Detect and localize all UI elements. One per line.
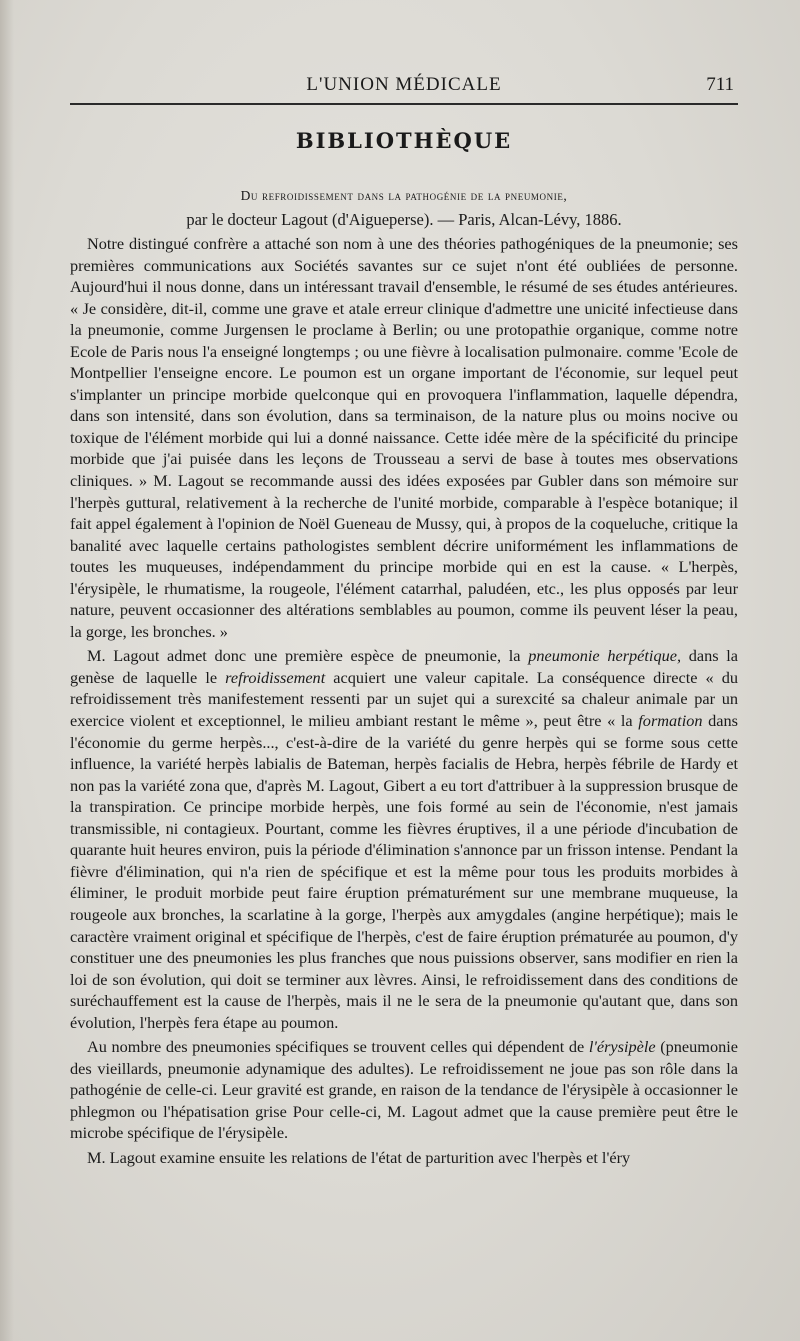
paragraph-text: M. Lagout examine ensuite les relations de l'état de parturition avec l'herpès et l'éry xyxy=(87,1147,631,1167)
paragraph xyxy=(70,1147,738,1169)
running-title: L'UNION MÉDICALE xyxy=(306,74,502,95)
italic-text: formation xyxy=(638,711,703,731)
italic-text: pneumonie herpétique, xyxy=(528,646,682,666)
paragraph xyxy=(70,233,738,642)
paragraph-text: Au nombre des pneumonies spécifiques se trouvent celles qui dépendent de xyxy=(87,1037,589,1057)
page-header xyxy=(70,70,738,104)
paragraph-text: M. Lagout admet donc une première espèce de pneumonie, la xyxy=(87,646,529,666)
page-number: 711 xyxy=(706,74,734,95)
paragraph-text: acquiert une valeur capitale. La conséquence directe « du refroidissement très manifestement ressenti par un sujet qui a surexcité sa chaleur animale par un exercice violent et exceptionnel, le milieu ambiant restant le même », peut être « la xyxy=(70,667,738,731)
paragraph-text: dans l'économie du germe herpès..., c'est-à-dire de la variété du genre herpès qui se forme sous cette influence, la variété herpès labialis de Bateman, herpès facialis de Hebra, herpès fébrile de Hardy et non pas la variété zona que, d'après M. Lagout, Gibert a eu tort d'attribuer à la suppression brusque de la transpiration. Ce principe morbide herpès, une fois formé au sein de l'économie, n'est jamais transmissible, ni contagieux. Pourtant, comme les fièvres éruptives, il a une période d'incubation de quarante huit heures environ, puis la période d'élimination s'annonce par un frisson intense. Pendant la fièvre d'élimination, qui n'a rien de spécifique et est la même pour tous les produits morbides à éliminer, le produit morbide peut faire éruption prématurément sur une membrane muqueuse, la rougeole aux bronches, la scarlatine à la gorge, l'herpès aux amygdales (angine herpétique); mais le caractère vraiment original et spécifique de l'herpès, c'est de faire éruption prématurée au poumon, d'y constituer une des pneumonies les plus franches que nous puissions observer, sans modifier en rien la loi de son évolution, qui doit se terminer aux lèvres. Ainsi, le refroidissement dans des conditions de suréchauffement est la cause de l'herpès, mais il ne le sera de la pneumonie qu'autant que, dans son évolution, l'herpès fera étape au poumon. xyxy=(70,711,738,1032)
paragraph-text: dans la genèse de laquelle le xyxy=(70,646,739,687)
section-title: BIBLIOTHÈQUE xyxy=(295,128,513,153)
body-text xyxy=(70,233,738,1169)
header-rule xyxy=(70,103,738,105)
paragraph-text: Notre distingué confrère a attaché son nom à une des théories pathogéniques de la pneumonie; ses premières communications aux Sociétés savantes sur ce sujet n'ont été oubliées de personne. Aujourd'hui il nous donne, dans un intéressant travail d'ensemble, le résumé de ses études antérieures. « Je considère, dit-il, comme une grave et atale erreur clinique d'admettre une unicité infectieuse dans la pneumonie, comme Jurgensen le proclame à Berlin; ou une protopathie organique, comme notre Ecole de Paris nous l'a enseigné longtemps ; ou une fièvre à localisation pulmonaire. comme 'Ecole de Montpellier l'enseigne encore. Le poumon est un organe important de l'économie, sur lequel peut s'implanter un principe morbide quelconque qui en provoquera l'inflammation, laquelle dépendra, dans son intensité, dans son évolution, dans sa terminaison, de la nature plus ou moins nocive ou toxique de l'élément morbide qui lui a donné naissance. Cette idée mère de la spécificité du principe morbide que j'ai puisée dans les leçons de Trousseau a servi de base à toutes mes observations cliniques. » M. Lagout se recommande aussi des idées exposées par Gubler dans son mémoire sur l'herpès guttural, relativement à la recherche de l'unité morbide, comparable à l'espèce botanique; il fait appel également à l'opinion de Noël Gueneau de Mussy, qui, à propos de la coqueluche, critique la banalité avec laquelle certains pathologistes semblent décrire uniformément les inflammations de toutes les muqueuses, indépendamment du principe morbide qui en est la cause. « L'herpès, l'érysipèle, le rhumatisme, la rougeole, l'élément catarrhal, paludéen, etc., les plus opposés par leur nature, peuvent occasionner des altérations semblables au poumon, comme ils peuvent léser la peau, la gorge, les bronches. » xyxy=(70,234,738,641)
italic-text: l'érysipèle xyxy=(588,1037,656,1057)
paragraph xyxy=(70,645,738,1033)
book-reference-author: par le docteur Lagout (d'Aigueperse). — Paris, Alcan-Lévy, 1886. xyxy=(186,210,622,229)
paragraph-text: (pneumonie des vieillards, pneumonie adynamique des adultes). Le refroidissement ne joue pas son rôle dans la pathogénie de celle-ci. Leur gravité est grande, en raison de la tendance de l'érysipèle à occasionner le phlegmon ou l'hépatisation grise Pour celle-ci, M. Lagout admet que la cause première peut être le microbe spécifique de l'érysipèle. xyxy=(70,1037,738,1143)
italic-text: refroidissement xyxy=(225,667,326,687)
book-reference-title: Du refroidissement dans la pathogénie de la pneumonie, xyxy=(240,188,568,203)
book-reference xyxy=(70,184,738,232)
paragraph xyxy=(70,1036,738,1144)
